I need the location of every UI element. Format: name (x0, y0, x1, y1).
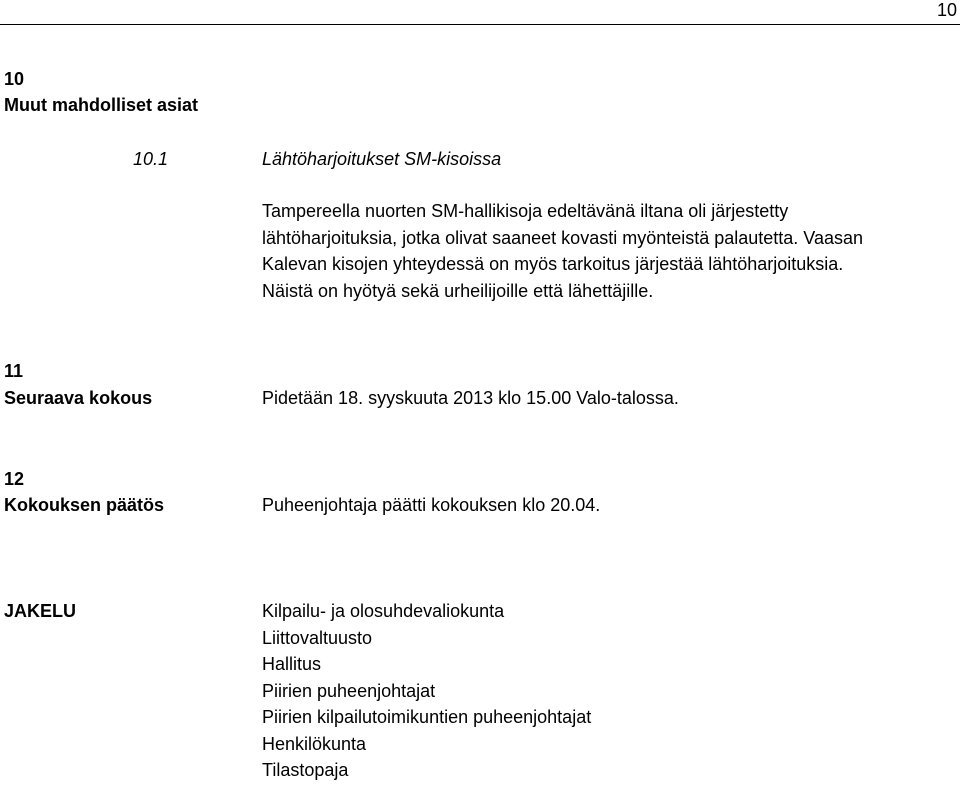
paragraph-line: Kalevan kisojen yhteydessä on myös tarkoitus järjestää lähtöharjoituksia. (262, 254, 844, 274)
distribution-list (262, 598, 591, 784)
section-10-title: Muut mahdolliset asiat (4, 95, 199, 115)
section-11-title: Seuraava kokous (4, 388, 153, 408)
list-item: Hallitus (262, 654, 322, 674)
section-11-text: Pidetään 18. syyskuuta 2013 klo 15.00 Valo-talossa. (262, 388, 679, 408)
subsection-10-1-title: Lähtöharjoitukset SM-kisoissa (262, 149, 502, 169)
section-12-number: 12 (4, 469, 25, 489)
paragraph-line: Tampereella nuorten SM-hallikisoja edeltävänä iltana oli järjestetty (262, 201, 789, 221)
header-rule (0, 24, 960, 25)
section-11-number: 11 (4, 361, 24, 381)
list-item: Tilastopaja (262, 760, 349, 780)
list-item: Kilpailu- ja olosuhdevaliokunta (262, 601, 505, 621)
page-number: 10 (936, 0, 957, 20)
paragraph-line: Näistä on hyötyä sekä urheilijoille että lähettäjille. (262, 280, 654, 301)
list-item: Henkilökunta (262, 733, 367, 754)
paragraph-line: lähtöharjoituksia, jotka olivat saaneet kovasti myönteistä palautetta. Vaasan (262, 227, 864, 248)
subsection-10-1-paragraph (262, 198, 922, 304)
list-item: Piirien puheenjohtajat (262, 680, 436, 701)
list-item: Liittovaltuusto (262, 627, 373, 648)
section-12-title: Kokouksen päätös (4, 495, 165, 515)
distribution-label: JAKELU (4, 601, 77, 621)
section-12-text: Puheenjohtaja päätti kokouksen klo 20.04. (262, 495, 601, 515)
subsection-10-1-number: 10.1 (133, 149, 169, 169)
list-item: Piirien kilpailutoimikuntien puheenjohtajat (262, 707, 592, 727)
section-10-number: 10 (4, 69, 25, 89)
